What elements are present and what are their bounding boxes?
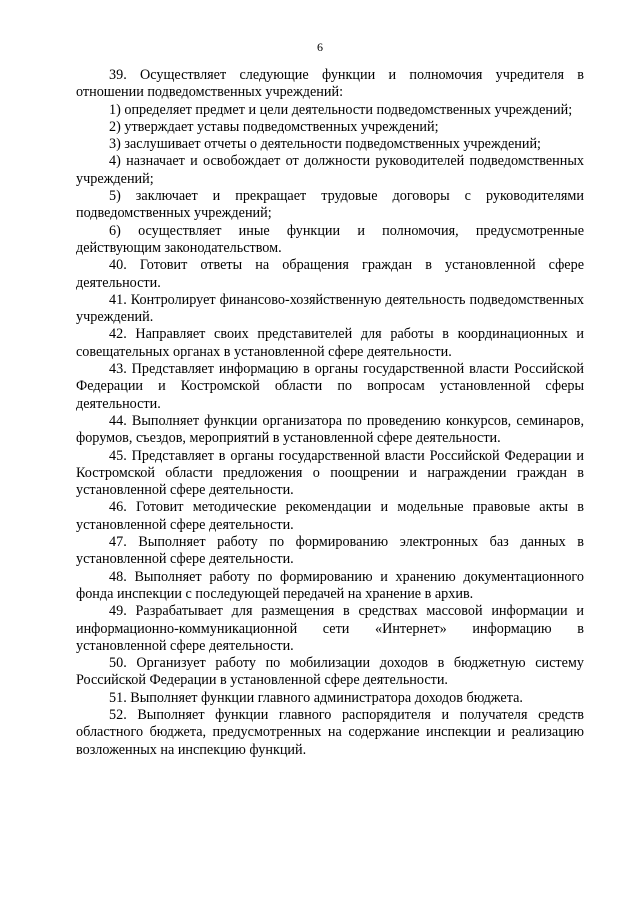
- paragraph-47: 47. Выполняет работу по формированию электронных баз данных в установленной сфере деятельности.: [76, 534, 584, 568]
- paragraph-40: 40. Готовит ответы на обращения граждан в установленной сфере деятельности.: [76, 257, 584, 291]
- paragraph-39-item-5: 5) заключает и прекращает трудовые договоры с руководителями подведомственных учреждений;: [76, 188, 584, 222]
- paragraph-39-item-4: 4) назначает и освобождает от должности руководителей подведомственных учреждений;: [76, 153, 584, 187]
- paragraph-50: 50. Организует работу по мобилизации доходов в бюджетную систему Российской Федерации в установленной сфере деятельности.: [76, 655, 584, 689]
- paragraph-41: 41. Контролирует финансово-хозяйственную деятельность подведомственных учреждений.: [76, 291, 584, 326]
- paragraph-42: 42. Направляет своих представителей для работы в координационных и совещательных органах в установленной сфере деятельности.: [76, 326, 584, 360]
- document-body: [76, 67, 584, 759]
- paragraph-39-item-6: 6) осуществляет иные функции и полномочия, предусмотренные действующим законодательством.: [76, 222, 584, 256]
- paragraph-49: 49. Разрабатывает для размещения в средствах массовой информации и информационно-коммуникационной сети «Интернет» информацию в установленной сфере деятельности.: [76, 603, 584, 654]
- page-number: 6: [317, 40, 323, 54]
- paragraph-43: 43. Представляет информацию в органы государственной власти Российской Федерации и Костромской области по вопросам установленной сферы деятельности.: [76, 361, 584, 412]
- paragraph-48: 48. Выполняет работу по формированию и хранению документационного фонда инспекции с последующей передачей на хранение в архив.: [76, 568, 584, 602]
- paragraph-39: 39. Осуществляет следующие функции и полномочия учредителя в отношении подведомственных учреждений:: [76, 67, 584, 101]
- paragraph-46: 46. Готовит методические рекомендации и модельные правовые акты в установленной сфере деятельности.: [76, 499, 584, 533]
- paragraph-39-item-3: 3) заслушивает отчеты о деятельности подведомственных учреждений;: [109, 136, 541, 153]
- paragraph-44: 44. Выполняет функции организатора по проведению конкурсов, семинаров, форумов, съездов, мероприятий в установленной сфере деятельности.: [76, 412, 584, 447]
- paragraph-45: 45. Представляет в органы государственной власти Российской Федерации и Костромской области предложения о поощрении и награждении граждан в установленной сфере деятельности.: [76, 447, 584, 499]
- paragraph-51: 51. Выполняет функции главного администратора доходов бюджета.: [109, 689, 523, 706]
- paragraph-52: 52. Выполняет функции главного распорядителя и получателя средств областного бюджета, предусмотренных на содержание инспекции и реализацию возложенных на инспекцию функций.: [76, 706, 584, 758]
- paragraph-39-item-2: 2) утверждает уставы подведомственных учреждений;: [109, 118, 439, 135]
- paragraph-39-item-1: 1) определяет предмет и цели деятельности подведомственных учреждений;: [109, 101, 573, 118]
